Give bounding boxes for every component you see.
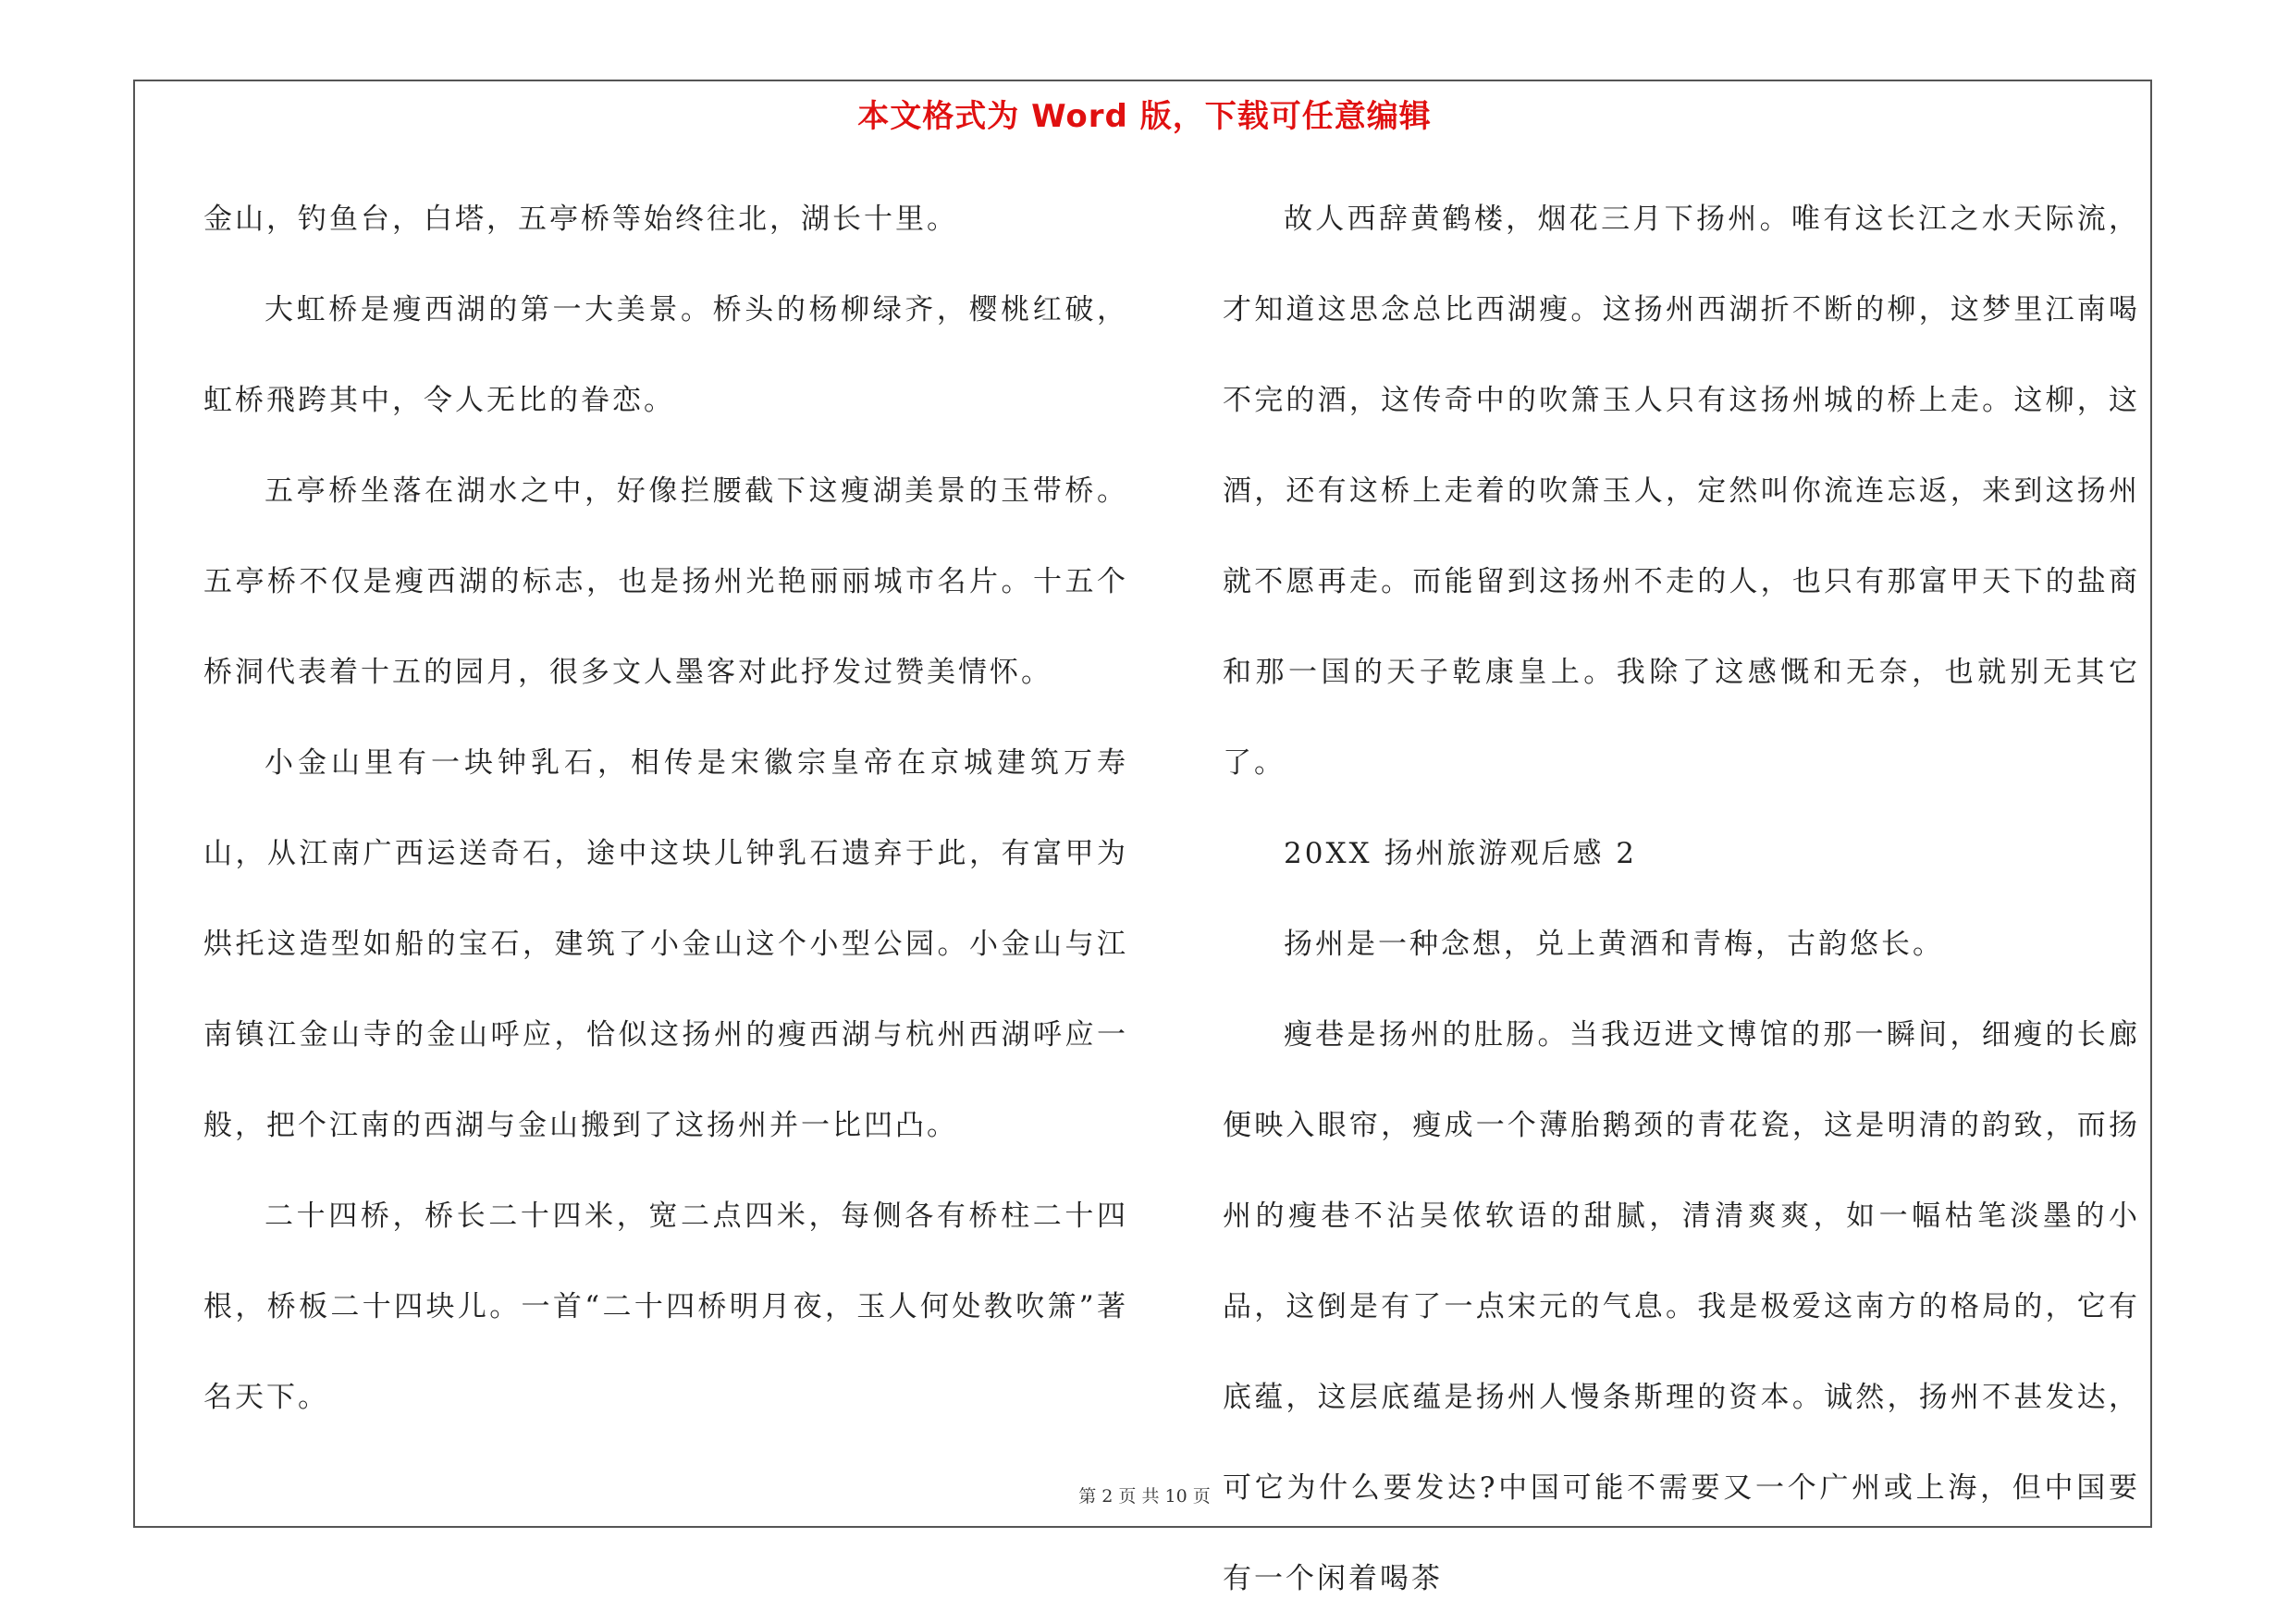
left-column (203, 174, 1128, 1443)
format-banner: 本文格式为 Word 版，下载可任意编辑 (857, 98, 1432, 135)
paragraph: 二十四桥，桥长二十四米，宽二点四米，每侧各有桥柱二十四根，桥板二十四块儿。一首“二十四桥明月夜，玉人何处教吹箫”著名天下。 (203, 1200, 1128, 1414)
paragraph: 瘦巷是扬州的肚肠。当我迈进文博馆的那一瞬间，细瘦的长廊便映入眼帘，瘦成一个薄胎鹅颈的青花瓷，这是明清的韵致，而扬州的瘦巷不沾吴侬软语的甜腻，清清爽爽，如一幅枯笔淡墨的小品，这倒是有了一点宋元的气息。我是极爱这南方的格局的，它有底蕴，这层底蕴是扬州人慢条斯理的资本。诚然，扬州不甚发达，可它为什么要发达?中国可能不需要又一个广州或上海，但中国要有一个闲着喝茶 (1223, 1018, 2140, 1595)
paragraph: 五亭桥坐落在湖水之中，好像拦腰截下这瘦湖美景的玉带桥。五亭桥不仅是瘦西湖的标志，也是扬州光艳丽丽城市名片。十五个桥洞代表着十五的园月，很多文人墨客对此抒发过赞美情怀。 (203, 474, 1128, 689)
paragraph: 小金山里有一块钟乳石，相传是宋徽宗皇帝在京城建筑万寿山，从江南广西运送奇石，途中这块儿钟乳石遗弃于此，有富甲为烘托这造型如船的宝石，建筑了小金山这个小型公园。小金山与江南镇江金山寺的金山呼应，恰似这扬州的瘦西湖与杭州西湖呼应一般，把个江南的西湖与金山搬到了这扬州并一比凹凸。 (203, 746, 1128, 1142)
paragraph: 大虹桥是瘦西湖的第一大美景。桥头的杨柳绿齐，樱桃红破，虹桥飛跨其中，令人无比的眷恋。 (203, 293, 1128, 417)
paragraph: 故人西辞黄鹤楼，烟花三月下扬州。唯有这长江之水天际流，才知道这思念总比西湖瘦。这扬州西湖折不断的柳，这梦里江南喝不完的酒，这传奇中的吹箫玉人只有这扬州城的桥上走。这柳，这酒，还有这桥上走着的吹箫玉人，定然叫你流连忘返，来到这扬州就不愿再走。而能留到这扬州不走的人，也只有那富甲天下的盐商和那一国的天子乾康皇上。我除了这感慨和无奈，也就别无其它了。 (1223, 203, 2140, 780)
page-number: 第 2 页 共 10 页 (1078, 1486, 1211, 1507)
section-heading: 20XX 扬州旅游观后感 2 (1284, 837, 1638, 870)
right-column (1223, 174, 2140, 1624)
paragraph: 金山，钓鱼台，白塔，五亭桥等始终往北，湖长十里。 (203, 203, 958, 236)
paragraph: 扬州是一种念想，兑上黄酒和青梅，古韵悠长。 (1284, 928, 1944, 961)
